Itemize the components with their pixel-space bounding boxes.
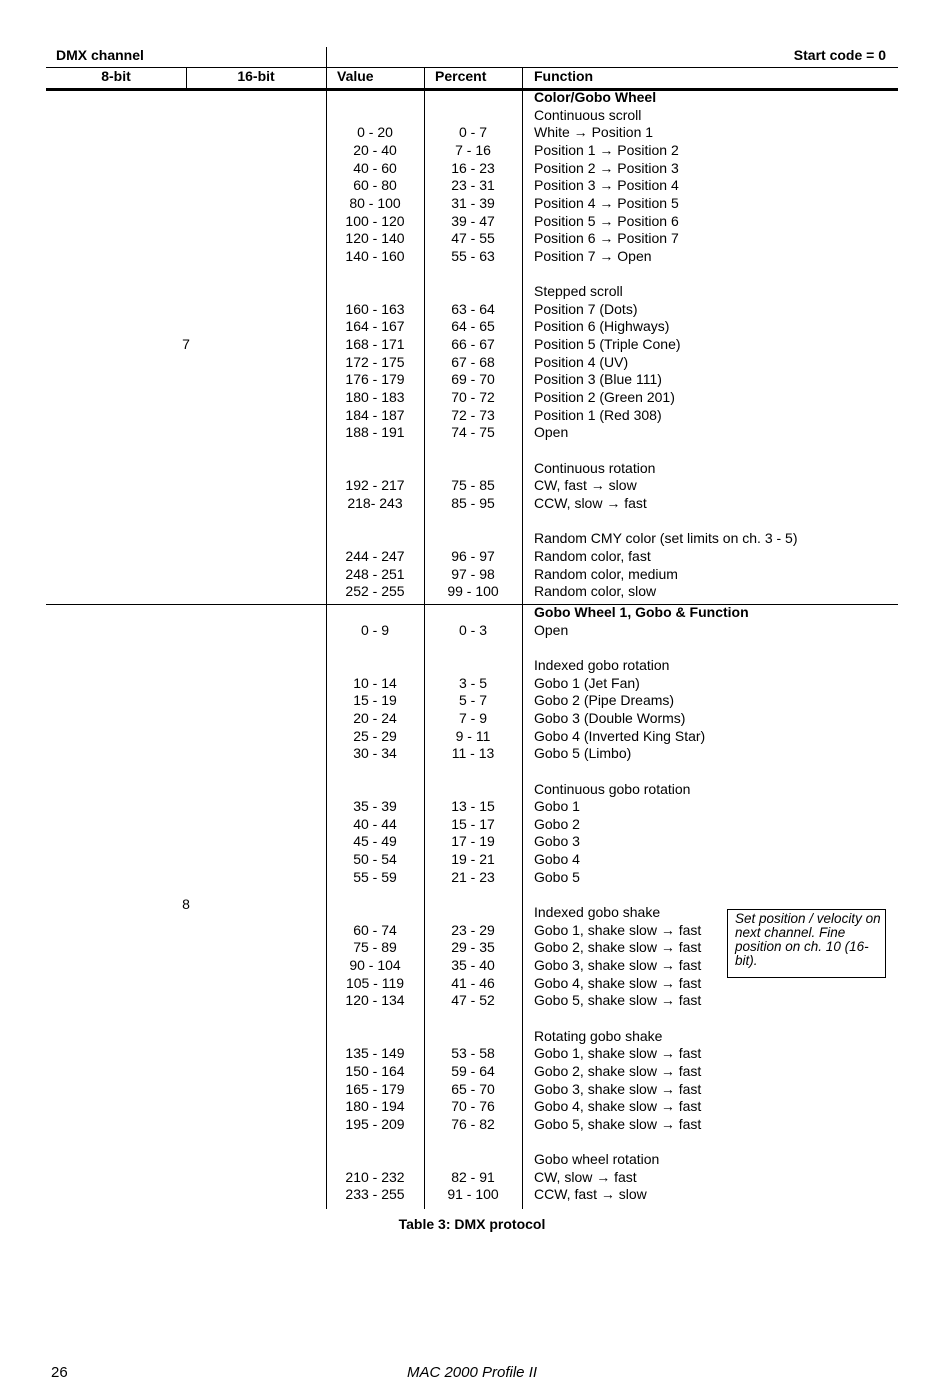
value-cell: 140 - 160 <box>345 247 405 264</box>
function-cell: Random color, medium <box>534 565 678 582</box>
table-row <box>0 992 950 1010</box>
table-row <box>0 177 950 195</box>
document-title: MAC 2000 Profile II <box>406 1364 538 1381</box>
percent-cell: 13 - 15 <box>451 798 495 815</box>
table-row <box>0 1081 950 1099</box>
percent-cell: 17 - 19 <box>451 833 495 850</box>
function-cell: Gobo 1, shake slow → fast <box>534 921 702 938</box>
function-cell: White → Position 1 <box>534 124 654 141</box>
table-row <box>0 230 950 248</box>
table-caption: Table 3: DMX protocol <box>398 1216 546 1232</box>
table-row <box>0 301 950 319</box>
percent-cell: 11 - 13 <box>451 745 495 762</box>
table-row <box>0 477 950 495</box>
function-cell: Open <box>534 621 569 638</box>
page-number: 26 <box>51 1364 68 1381</box>
value-cell: 233 - 255 <box>345 1186 405 1203</box>
table-row <box>0 513 950 531</box>
percent-cell: 41 - 46 <box>451 974 495 991</box>
function-cell: Continuous gobo rotation <box>534 780 691 797</box>
section-heading: Gobo Wheel 1, Gobo & Function <box>534 604 749 620</box>
value-cell: 55 - 59 <box>353 868 397 885</box>
function-cell: Position 5 (Triple Cone) <box>534 336 681 353</box>
channel-number-7: 7 <box>182 336 190 352</box>
value-cell: 20 - 24 <box>353 709 397 726</box>
value-cell: 248 - 251 <box>345 565 405 582</box>
grid-line <box>326 47 327 67</box>
percent-cell: 53 - 58 <box>451 1045 495 1062</box>
percent-cell: 65 - 70 <box>451 1080 495 1097</box>
function-cell: CW, fast → slow <box>534 477 637 494</box>
function-cell: Gobo 5 <box>534 868 580 885</box>
table-row <box>0 336 950 354</box>
function-cell: Position 7 → Open <box>534 247 652 264</box>
table-row <box>0 407 950 425</box>
value-cell: 80 - 100 <box>349 194 401 211</box>
table-row <box>0 1028 950 1046</box>
col-value-header: Value <box>337 68 374 84</box>
function-cell: Gobo 3, shake slow → fast <box>534 957 702 973</box>
value-cell: 120 - 134 <box>345 992 405 1009</box>
function-cell: Gobo 3, shake slow → fast <box>534 1080 702 1097</box>
value-cell: 176 - 179 <box>345 371 405 388</box>
function-cell: Random color, fast <box>534 547 651 564</box>
table-row <box>0 1151 950 1169</box>
table-row <box>0 495 950 513</box>
function-cell: Position 7 (Dots) <box>534 300 638 317</box>
value-cell: 188 - 191 <box>345 424 405 441</box>
function-cell: CW, slow → fast <box>534 1168 637 1185</box>
table-row <box>0 728 950 746</box>
col-8bit-header: 8-bit <box>101 68 131 84</box>
function-cell: Gobo 4 <box>534 851 580 868</box>
value-cell: 164 - 167 <box>345 318 405 335</box>
value-cell: 120 - 140 <box>345 230 405 247</box>
col-percent-header: Percent <box>435 68 487 84</box>
function-cell: Random color, slow <box>534 583 657 600</box>
percent-cell: 5 - 7 <box>458 692 487 709</box>
value-cell: 0 - 9 <box>360 621 389 638</box>
value-cell: 172 - 175 <box>345 353 405 370</box>
table-row <box>0 639 950 657</box>
percent-cell: 19 - 21 <box>451 851 495 868</box>
table-row <box>0 583 950 601</box>
function-cell: Gobo 1 <box>534 798 580 815</box>
function-cell: Gobo 5 (Limbo) <box>534 745 632 762</box>
function-cell: Gobo 3 <box>534 833 580 850</box>
table-row <box>0 107 950 125</box>
dmx-channel-header: DMX channel <box>56 47 144 63</box>
table-row <box>0 1045 950 1063</box>
table-row <box>0 1098 950 1116</box>
value-cell: 180 - 194 <box>345 1098 405 1115</box>
table-row <box>0 566 950 584</box>
percent-cell: 35 - 40 <box>451 957 495 973</box>
function-cell: Continuous rotation <box>534 459 656 476</box>
function-cell: Position 4 → Position 5 <box>534 194 679 211</box>
function-cell: Gobo 2, shake slow → fast <box>534 939 702 956</box>
value-cell: 0 - 20 <box>357 124 393 141</box>
percent-cell: 70 - 76 <box>451 1098 495 1115</box>
table-row <box>0 692 950 710</box>
percent-cell: 47 - 55 <box>451 230 495 247</box>
value-cell: 252 - 255 <box>345 583 405 600</box>
function-cell: Position 2 → Position 3 <box>534 159 679 176</box>
percent-cell: 64 - 65 <box>451 318 495 335</box>
value-cell: 244 - 247 <box>345 547 405 564</box>
function-cell: Indexed gobo shake <box>534 904 661 921</box>
table-row <box>0 1186 950 1204</box>
function-cell: Gobo 3 (Double Worms) <box>534 709 686 726</box>
table-row <box>0 160 950 178</box>
value-cell: 135 - 149 <box>345 1045 405 1062</box>
table-row <box>0 710 950 728</box>
value-cell: 90 - 104 <box>349 957 401 973</box>
percent-cell: 0 - 3 <box>458 621 487 638</box>
function-cell: Gobo 2, shake slow → fast <box>534 1062 702 1079</box>
table-row <box>0 248 950 266</box>
percent-cell: 7 - 16 <box>455 141 491 158</box>
value-cell: 168 - 171 <box>345 336 405 353</box>
function-cell: Gobo 1 (Jet Fan) <box>534 674 640 691</box>
table-row <box>0 1063 950 1081</box>
table-row <box>0 798 950 816</box>
table-row <box>0 851 950 869</box>
percent-cell: 21 - 23 <box>451 868 495 885</box>
function-cell: Gobo 4 (Inverted King Star) <box>534 727 706 744</box>
table-row <box>0 266 950 284</box>
function-cell: Position 5 → Position 6 <box>534 212 679 229</box>
percent-cell: 16 - 23 <box>451 159 495 176</box>
value-cell: 25 - 29 <box>353 727 397 744</box>
table-row <box>0 745 950 763</box>
table-row <box>0 142 950 160</box>
percent-cell: 23 - 31 <box>451 177 495 194</box>
function-cell: Gobo 5, shake slow → fast <box>534 992 702 1009</box>
percent-cell: 85 - 95 <box>451 494 495 511</box>
function-cell: Position 4 (UV) <box>534 353 629 370</box>
function-cell: Rotating gobo shake <box>534 1027 663 1044</box>
function-cell: Gobo 5, shake slow → fast <box>534 1115 702 1132</box>
value-cell: 195 - 209 <box>345 1115 405 1132</box>
percent-cell: 29 - 35 <box>451 939 495 956</box>
percent-cell: 23 - 29 <box>451 921 495 938</box>
function-cell: Gobo 4, shake slow → fast <box>534 1098 702 1115</box>
table-row <box>0 213 950 231</box>
percent-cell: 59 - 64 <box>451 1062 495 1079</box>
table-row <box>0 1116 950 1134</box>
percent-cell: 31 - 39 <box>451 194 495 211</box>
percent-cell: 75 - 85 <box>451 477 495 494</box>
table-row <box>0 354 950 372</box>
percent-cell: 3 - 5 <box>458 674 487 691</box>
value-cell: 180 - 183 <box>345 389 405 406</box>
percent-cell: 97 - 98 <box>451 565 495 582</box>
table-row <box>0 1169 950 1187</box>
percent-cell: 70 - 72 <box>451 389 495 406</box>
percent-cell: 15 - 17 <box>451 815 495 832</box>
table-row <box>0 389 950 407</box>
percent-cell: 91 - 100 <box>447 1186 499 1203</box>
percent-cell: 55 - 63 <box>451 247 495 264</box>
value-cell: 105 - 119 <box>345 974 405 991</box>
col-function-header: Function <box>534 68 594 84</box>
value-cell: 192 - 217 <box>345 477 405 494</box>
table-row <box>0 195 950 213</box>
col-16bit-header: 16-bit <box>237 68 275 84</box>
value-cell: 60 - 80 <box>353 177 397 194</box>
function-cell: Position 2 (Green 201) <box>534 389 675 406</box>
percent-cell: 99 - 100 <box>447 583 499 600</box>
value-cell: 30 - 34 <box>353 745 397 762</box>
start-code-label: Start code = 0 <box>793 47 886 63</box>
function-cell: Position 3 (Blue 111) <box>534 371 662 388</box>
note-box: Set position / velocity on next channel. Fine position on ch. 10 (16-bit). <box>727 909 886 978</box>
percent-cell: 72 - 73 <box>451 406 495 423</box>
value-cell: 15 - 19 <box>353 692 397 709</box>
percent-cell: 76 - 82 <box>451 1115 495 1132</box>
table-row <box>0 622 950 640</box>
value-cell: 75 - 89 <box>353 939 397 956</box>
function-cell: Continuous scroll <box>534 106 642 123</box>
value-cell: 100 - 120 <box>345 212 405 229</box>
value-cell: 10 - 14 <box>353 674 397 691</box>
table-row <box>0 781 950 799</box>
function-cell: Gobo wheel rotation <box>534 1151 660 1168</box>
percent-cell: 47 - 52 <box>451 992 495 1009</box>
value-cell: 40 - 60 <box>353 159 397 176</box>
function-cell: Position 1 → Position 2 <box>534 141 679 158</box>
table-row <box>0 530 950 548</box>
function-cell: Gobo 2 <box>534 815 580 832</box>
table-row <box>0 816 950 834</box>
value-cell: 150 - 164 <box>345 1062 405 1079</box>
table-row <box>0 424 950 442</box>
function-cell: CCW, fast → slow <box>534 1186 647 1203</box>
function-cell: Gobo 1, shake slow → fast <box>534 1045 702 1062</box>
value-cell: 218- 243 <box>347 494 403 511</box>
percent-cell: 69 - 70 <box>451 371 495 388</box>
function-cell: CCW, slow → fast <box>534 494 647 511</box>
percent-cell: 82 - 91 <box>451 1168 495 1185</box>
percent-cell: 7 - 9 <box>458 709 487 726</box>
percent-cell: 9 - 11 <box>455 727 491 744</box>
percent-cell: 39 - 47 <box>451 212 495 229</box>
function-cell: Position 1 (Red 308) <box>534 406 662 423</box>
percent-cell: 67 - 68 <box>451 353 495 370</box>
value-cell: 50 - 54 <box>353 851 397 868</box>
table-row <box>0 1010 950 1028</box>
value-cell: 45 - 49 <box>353 833 397 850</box>
percent-cell: 96 - 97 <box>451 547 495 564</box>
table-row <box>0 548 950 566</box>
table-row <box>0 657 950 675</box>
value-cell: 184 - 187 <box>345 406 405 423</box>
function-cell: Open <box>534 424 569 441</box>
value-cell: 40 - 44 <box>353 815 397 832</box>
channel-number-8: 8 <box>182 896 190 912</box>
percent-cell: 63 - 64 <box>451 300 495 317</box>
table-row <box>0 763 950 781</box>
table-row <box>0 89 950 107</box>
value-cell: 165 - 179 <box>345 1080 405 1097</box>
table-row <box>0 604 950 622</box>
table-row <box>0 833 950 851</box>
table-row <box>0 869 950 887</box>
table-row <box>0 442 950 460</box>
percent-cell: 74 - 75 <box>451 424 495 441</box>
value-cell: 210 - 232 <box>345 1168 405 1185</box>
function-cell: Position 6 → Position 7 <box>534 230 679 247</box>
table-row <box>0 886 950 904</box>
table-row <box>0 675 950 693</box>
percent-cell: 0 - 7 <box>458 124 487 141</box>
percent-cell: 66 - 67 <box>451 336 495 353</box>
function-cell: Indexed gobo rotation <box>534 656 670 673</box>
table-row <box>0 124 950 142</box>
function-cell: Random CMY color (set limits on ch. 3 - 5) <box>534 530 798 547</box>
table-row <box>0 318 950 336</box>
value-cell: 35 - 39 <box>353 798 397 815</box>
function-cell: Gobo 2 (Pipe Dreams) <box>534 692 675 709</box>
table-row <box>0 371 950 389</box>
table-row <box>0 283 950 301</box>
value-cell: 160 - 163 <box>345 300 405 317</box>
value-cell: 20 - 40 <box>353 141 397 158</box>
table-row <box>0 1134 950 1152</box>
function-cell: Position 3 → Position 4 <box>534 177 679 194</box>
function-cell: Gobo 4, shake slow → fast <box>534 974 702 991</box>
function-cell: Position 6 (Highways) <box>534 318 670 335</box>
value-cell: 60 - 74 <box>353 921 397 938</box>
grid-line <box>186 67 187 88</box>
function-cell: Stepped scroll <box>534 283 623 300</box>
section-heading: Color/Gobo Wheel <box>534 89 657 105</box>
table-row <box>0 460 950 478</box>
